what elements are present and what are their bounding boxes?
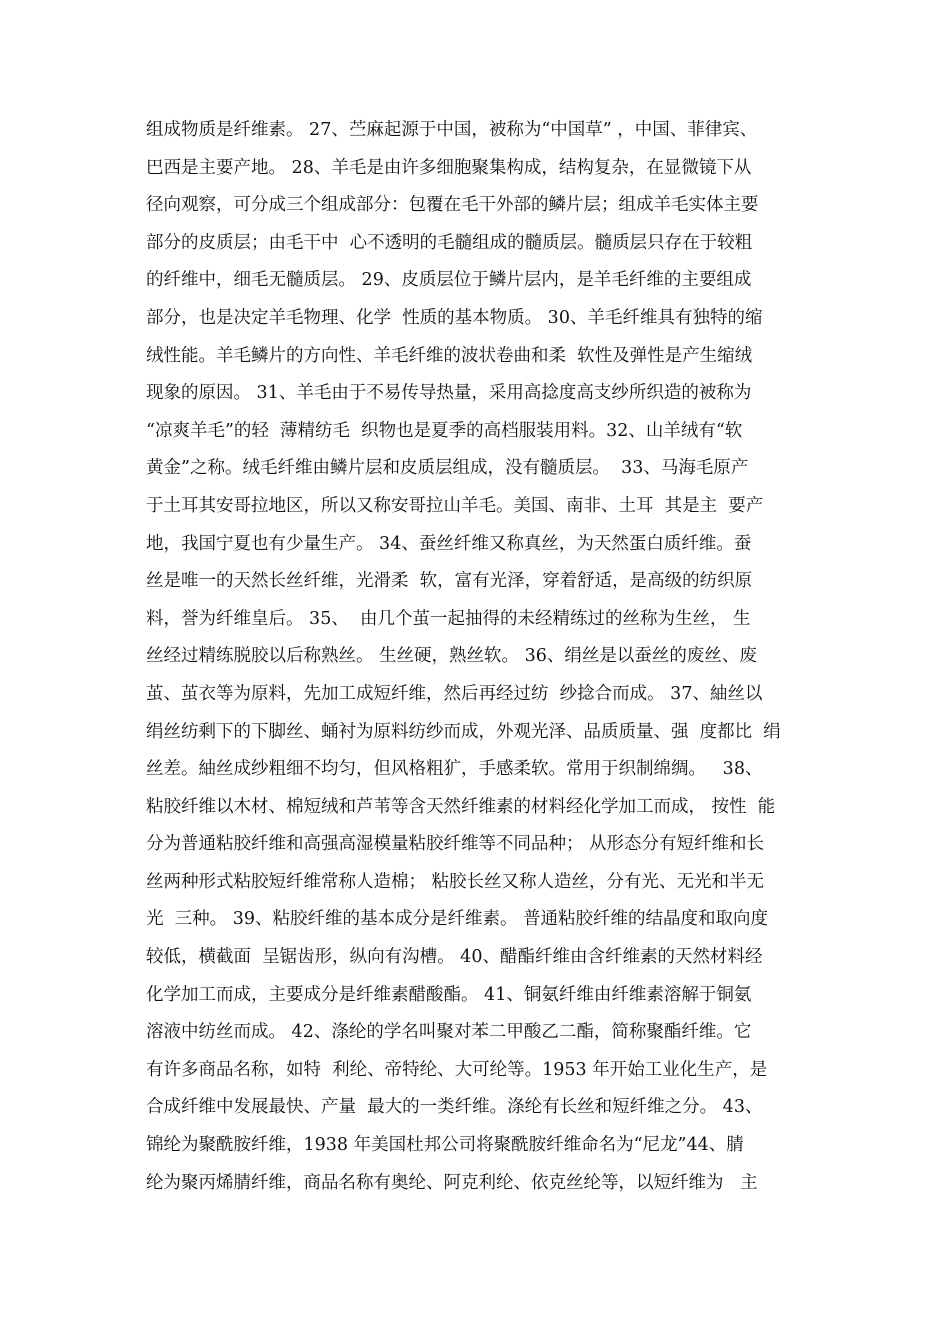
text-line: 茧、茧衣等为原料，先加工成短纤维，然后再经过纺 纱捻合而成。 37、紬丝以: [146, 683, 763, 704]
text-line: 溶液中纺丝而成。 42、涤纶的学名叫聚对苯二甲酸乙二酯，简称聚酯纤维。它: [146, 1022, 752, 1043]
text-line: 粘胶纤维以木材、棉短绒和芦苇等含天然纤维素的材料经化学加工而成， 按性 能: [146, 796, 776, 817]
text-line: 黄金”之称。绒毛纤维由鳞片层和皮质层组成，没有髓质层。 33、马海毛原产: [146, 458, 749, 479]
text-line: 地，我国宁夏也有少量生产。 34、蚕丝纤维又称真丝，为天然蛋白质纤维。蚕: [146, 533, 752, 554]
text-line: 于土耳其安哥拉地区，所以又称安哥拉山羊毛。美国、南非、土耳 其是主 要产: [146, 495, 764, 516]
text-line: “凉爽羊毛”的轻 薄精纺毛 织物也是夏季的高档服装用料。32、山羊绒有“软: [146, 420, 743, 441]
text-line: 光 三种。 39、粘胶纤维的基本成分是纤维素。 普通粘胶纤维的结晶度和取向度: [146, 909, 769, 930]
text-line: 有许多商品名称，如特 利纶、帝特纶、大可纶等。1953 年开始工业化生产，是: [146, 1059, 768, 1080]
text-line: 分为普通粘胶纤维和高强高湿模量粘胶纤维等不同品种； 从形态分有短纤维和长: [146, 834, 765, 855]
text-line: 绒性能。羊毛鳞片的方向性、羊毛纤维的波状卷曲和柔 软性及弹性是产生缩绒: [146, 345, 753, 366]
text-line: 部分，也是决定羊毛物理、化学 性质的基本物质。 30、羊毛纤维具有独特的缩: [146, 307, 763, 328]
text-line: 丝经过精练脱胶以后称熟丝。 生丝硬，熟丝软。 36、绢丝是以蚕丝的废丝、废: [146, 646, 757, 667]
text-line: 丝差。紬丝成纱粗细不均匀，但风格粗犷，手感柔软。常用于织制绵绸。 38、: [146, 759, 763, 780]
text-line: 化学加工而成，主要成分是纤维素醋酸酯。 41、铜氨纤维由纤维素溶解于铜氨: [146, 984, 752, 1005]
text-line: 较低，横截面 呈锯齿形，纵向有沟槽。 40、醋酯纤维由含纤维素的天然材料经: [146, 947, 763, 968]
text-line: 径向观察，可分成三个组成部分：包覆在毛干外部的鳞片层；组成羊毛实体主要: [146, 195, 759, 216]
text-line: 现象的原因。 31、羊毛由于不易传导热量，采用高捻度高支纱所织造的被称为: [146, 383, 752, 404]
text-line: 合成纤维中发展最快、产量 最大的一类纤维。涤纶有长丝和短纤维之分。 43、: [146, 1097, 763, 1118]
text-line: 部分的皮质层；由毛干中 心不透明的毛髓组成的髓质层。髓质层只存在于较粗: [146, 232, 753, 253]
body-text: [146, 112, 826, 1202]
text-line: 纶为聚丙烯腈纤维，商品名称有奥纶、阿克利纶、依克丝纶等，以短纤维为 主: [146, 1172, 758, 1193]
text-line: 丝两种形式粘胶短纤维常称人造棉； 粘胶长丝又称人造丝，分有光、无光和半无: [146, 871, 765, 892]
text-line: 料，誉为纤维皇后。 35、 由几个茧一起抽得的未经精练过的丝称为生丝， 生: [146, 608, 751, 629]
text-line: 丝是唯一的天然长丝纤维，光滑柔 软，富有光泽，穿着舒适，是高级的纺织原: [146, 571, 753, 592]
text-line: 锦纶为聚酰胺纤维，1938 年美国杜邦公司将聚酰胺纤维命名为“尼龙”44、腈: [146, 1135, 744, 1156]
text-line: 巴西是主要产地。 28、羊毛是由许多细胞聚集构成，结构复杂，在显微镜下从: [146, 157, 752, 178]
text-line: 组成物质是纤维素。 27、苎麻起源于中国，被称为“中国草” ，中国、菲律宾、: [146, 120, 758, 140]
text-line: 的纤维中，细毛无髓质层。 29、皮质层位于鳞片层内，是羊毛纤维的主要组成: [146, 270, 752, 291]
text-line: 绢丝纺剩下的下脚丝、蛹衬为原料纺纱而成，外观光泽、品质质量、强 度都比 绢: [146, 721, 781, 742]
